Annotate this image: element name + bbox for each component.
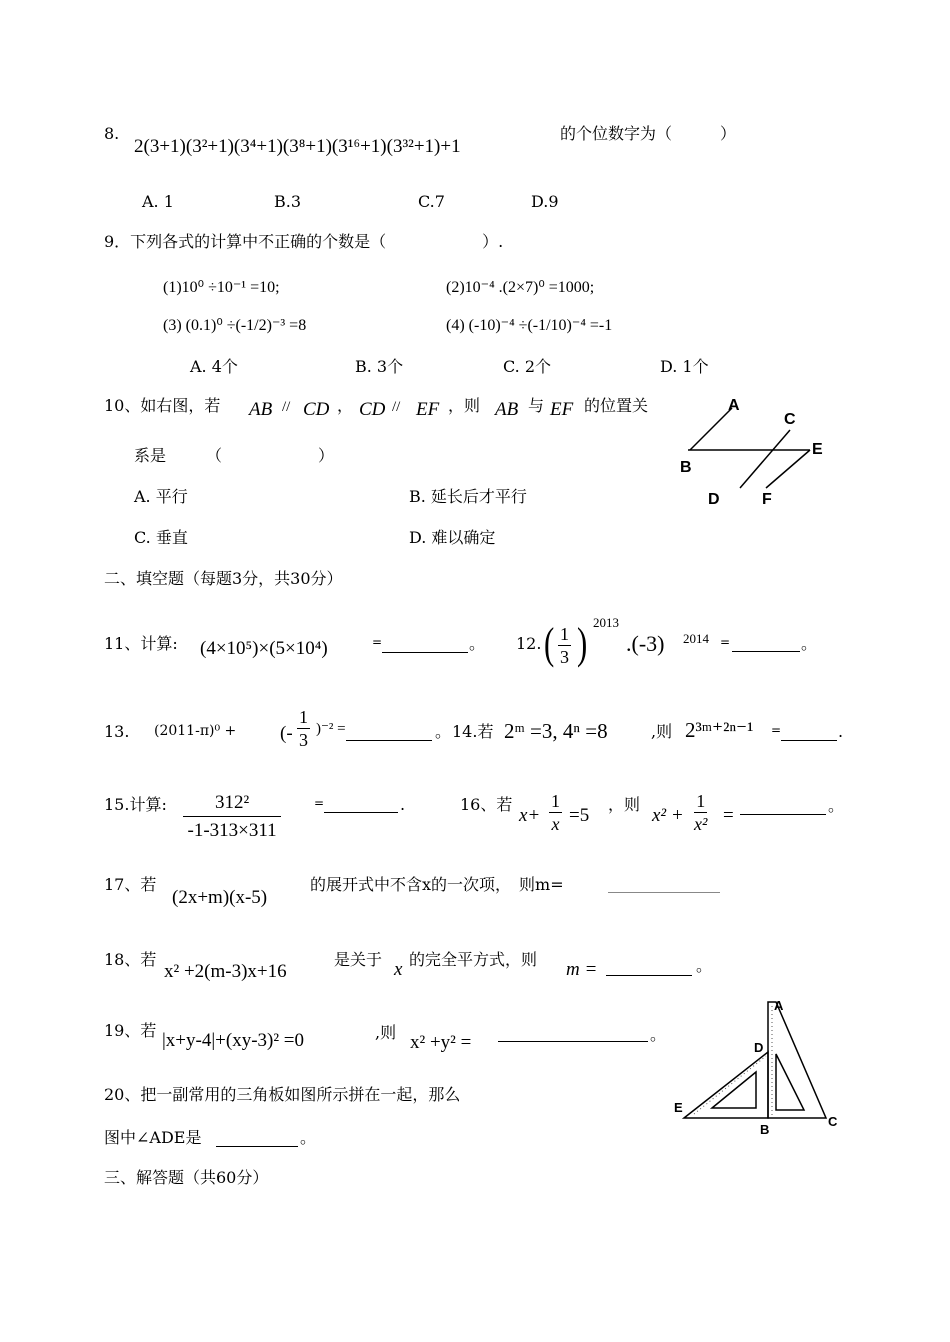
q8-option-a: A. 1 <box>142 192 174 211</box>
parallel-lines-figure <box>670 392 840 512</box>
q8-question-text: 的个位数字为（ ） <box>560 124 737 143</box>
q10-tail: 的位置关 <box>584 396 649 415</box>
q16-period: 。 <box>828 796 845 815</box>
q12-period: 。 <box>801 634 818 653</box>
q18-answer-blank[interactable] <box>606 975 692 976</box>
q11-period: 。 <box>469 634 486 653</box>
q12-answer-blank[interactable] <box>732 651 800 652</box>
q8-expression: 2(3+1)(3²+1)(3⁴+1)(3⁸+1)(3¹⁶+1)(3³²+1)+1 <box>134 136 461 157</box>
q15-fraction: $\frac{\text{312²}}{-1-313\times 311}$ <box>183 793 281 840</box>
q10-line2: 系是 （ ） <box>134 446 335 465</box>
q19-then: ,则 <box>375 1023 397 1042</box>
q9-option-c: C. 2个 <box>503 357 552 376</box>
q13-answer-blank[interactable] <box>346 740 432 741</box>
q10-ab: AB <box>249 399 273 420</box>
q10-cd-2: CD <box>359 399 386 420</box>
q14-period: . <box>838 722 844 741</box>
q18-m-equals: m = <box>566 959 598 980</box>
q13-neg-open: (- <box>280 723 293 744</box>
q16-fraction: $\frac{1}{x}$ <box>551 791 560 834</box>
q16-then: ，则 <box>608 795 641 814</box>
q9-stem: 9．下列各式的计算中不正确的个数是（ ）. <box>104 232 504 251</box>
q16-label: 16、若 <box>460 795 513 814</box>
q10-ef-2: EF <box>550 399 574 420</box>
q9-option-a: A. 4个 <box>190 357 238 376</box>
q8-number: 8. <box>104 124 120 143</box>
q18-x: x <box>394 959 403 980</box>
q17-label: 17、若 <box>104 875 157 894</box>
q16-answer-blank[interactable] <box>740 814 826 815</box>
q12-label: 12. <box>516 634 542 653</box>
q10-parallel: // <box>282 399 291 415</box>
q14-equals: = <box>771 723 782 737</box>
q10-stem-start: 10、如右图，若 <box>104 396 221 415</box>
q17-answer-blank[interactable] <box>608 892 720 893</box>
q16-rhs: =5 <box>569 805 590 826</box>
q20-line2: 图中∠ADE是 <box>104 1128 202 1147</box>
figure-label-d: D <box>754 1040 764 1055</box>
q9-item-4: (4) (-10)⁻⁴ ÷(-1/10)⁻⁴ =-1 <box>446 317 613 334</box>
figure-label-b: B <box>680 459 692 476</box>
q19-expression: |x+y-4|+(xy-3)² =0 <box>162 1030 305 1051</box>
figure-label-d: D <box>708 491 720 508</box>
section-2-title: 二、填空题（每题3分，共30分） <box>104 569 343 588</box>
q10-cd: CD <box>303 399 330 420</box>
q10-parallel-2: // <box>392 399 401 415</box>
figure-label-e: E <box>674 1100 683 1115</box>
q8-option-c: C.7 <box>418 192 445 211</box>
section-3-title: 三、解答题（共60分） <box>104 1168 269 1187</box>
figure-label-a: A <box>774 998 784 1013</box>
q9-option-b: B. 3个 <box>355 357 404 376</box>
figure-label-c: C <box>784 411 796 428</box>
q10-option-d: D. 难以确定 <box>409 528 496 547</box>
q10-yu: 与 <box>528 396 545 415</box>
figure-label-f: F <box>762 491 772 508</box>
figure-label-a: A <box>728 397 740 414</box>
q10-ab-2: AB <box>495 399 519 420</box>
q15-equals: = <box>314 796 325 810</box>
q8-option-b: B.3 <box>274 192 302 211</box>
q16-lhs2: x² + <box>652 805 684 826</box>
q14-then: ,则 <box>651 722 673 741</box>
q19-expression-2: x² +y² = <box>410 1032 472 1053</box>
q12-middle: .(-3) <box>626 631 665 656</box>
q18-label: 18、若 <box>104 950 157 969</box>
q11-equals: = <box>372 635 383 649</box>
q13-fraction: $\frac{1}{3}$ <box>299 707 308 750</box>
q10-ze: ，则 <box>448 396 481 415</box>
q12-equals: = <box>720 635 731 649</box>
q14-answer-blank[interactable] <box>781 740 837 741</box>
q19-label: 19、若 <box>104 1021 157 1040</box>
q19-period: 。 <box>650 1025 667 1044</box>
q18-expression: x² +2(m-3)x+16 <box>164 961 287 982</box>
q18-period: 。 <box>696 956 713 975</box>
q9-item-3: (3) (0.1)⁰ ÷(-1/2)⁻³ =8 <box>163 317 307 334</box>
q13-expression: (2011-π)⁰ + <box>154 723 237 739</box>
q10-comma: ， <box>337 396 354 415</box>
figure-label-c: C <box>828 1114 838 1129</box>
q15-answer-blank[interactable] <box>324 812 398 813</box>
q10-option-c: C. 垂直 <box>134 528 188 547</box>
q14-label: 14.若 <box>452 722 494 741</box>
q13-label: 13. <box>104 722 130 741</box>
q11-answer-blank[interactable] <box>382 652 468 653</box>
q14-condition: 2ᵐ =3, 4ⁿ =8 <box>504 719 608 743</box>
q12-exponent-1: 2013 <box>593 615 619 630</box>
q8-option-d: D.9 <box>531 192 559 211</box>
q9-item-2: (2)10⁻⁴ .(2×7)⁰ =1000; <box>446 279 595 296</box>
figure-label-b: B <box>760 1122 770 1136</box>
q16-equals: = <box>723 805 734 826</box>
q17-expression: (2x+m)(x-5) <box>172 887 268 908</box>
q16-lhs: x+ <box>519 805 541 826</box>
q12-exponent-2: 2014 <box>683 631 709 646</box>
q12-left-paren: ( <box>544 619 555 668</box>
q14-expression: 2³ᵐ⁺²ⁿ⁻¹ <box>685 718 754 742</box>
q20-line1: 20、把一副常用的三角板如图所示拼在一起，那么 <box>104 1085 461 1104</box>
q13-close: )⁻² = <box>316 721 346 737</box>
q13-period: 。 <box>435 722 452 741</box>
q15-period: . <box>400 795 406 814</box>
q10-ef: EF <box>416 399 440 420</box>
q18-text: 是关于 <box>334 950 383 969</box>
q12-right-paren: ) <box>577 619 588 668</box>
q20-answer-blank[interactable] <box>216 1146 298 1147</box>
q10-option-a: A. 平行 <box>134 487 188 506</box>
q19-answer-blank[interactable] <box>498 1041 648 1042</box>
q17-text: 的展开式中不含x的一次项， 则m= <box>310 875 564 894</box>
q16-fraction-2: $\frac{1}{\text{x²}}$ <box>694 791 708 834</box>
q20-period: 。 <box>300 1128 317 1147</box>
triangle-set-figure <box>670 996 850 1136</box>
q12-fraction: $\frac{1}{3}$ <box>560 624 569 667</box>
q11-expression: (4×10⁵)×(5×10⁴) <box>200 638 328 659</box>
q9-option-d: D. 1个 <box>660 357 709 376</box>
q9-item-1: (1)10⁰ ÷10⁻¹ =10; <box>163 279 280 296</box>
q18-text2: 的完全平方式，则 <box>409 950 538 969</box>
q15-label: 15.计算: <box>104 795 167 814</box>
q11-label: 11、计算: <box>104 634 178 653</box>
q10-option-b: B. 延长后才平行 <box>409 487 527 506</box>
figure-label-e: E <box>812 441 823 458</box>
